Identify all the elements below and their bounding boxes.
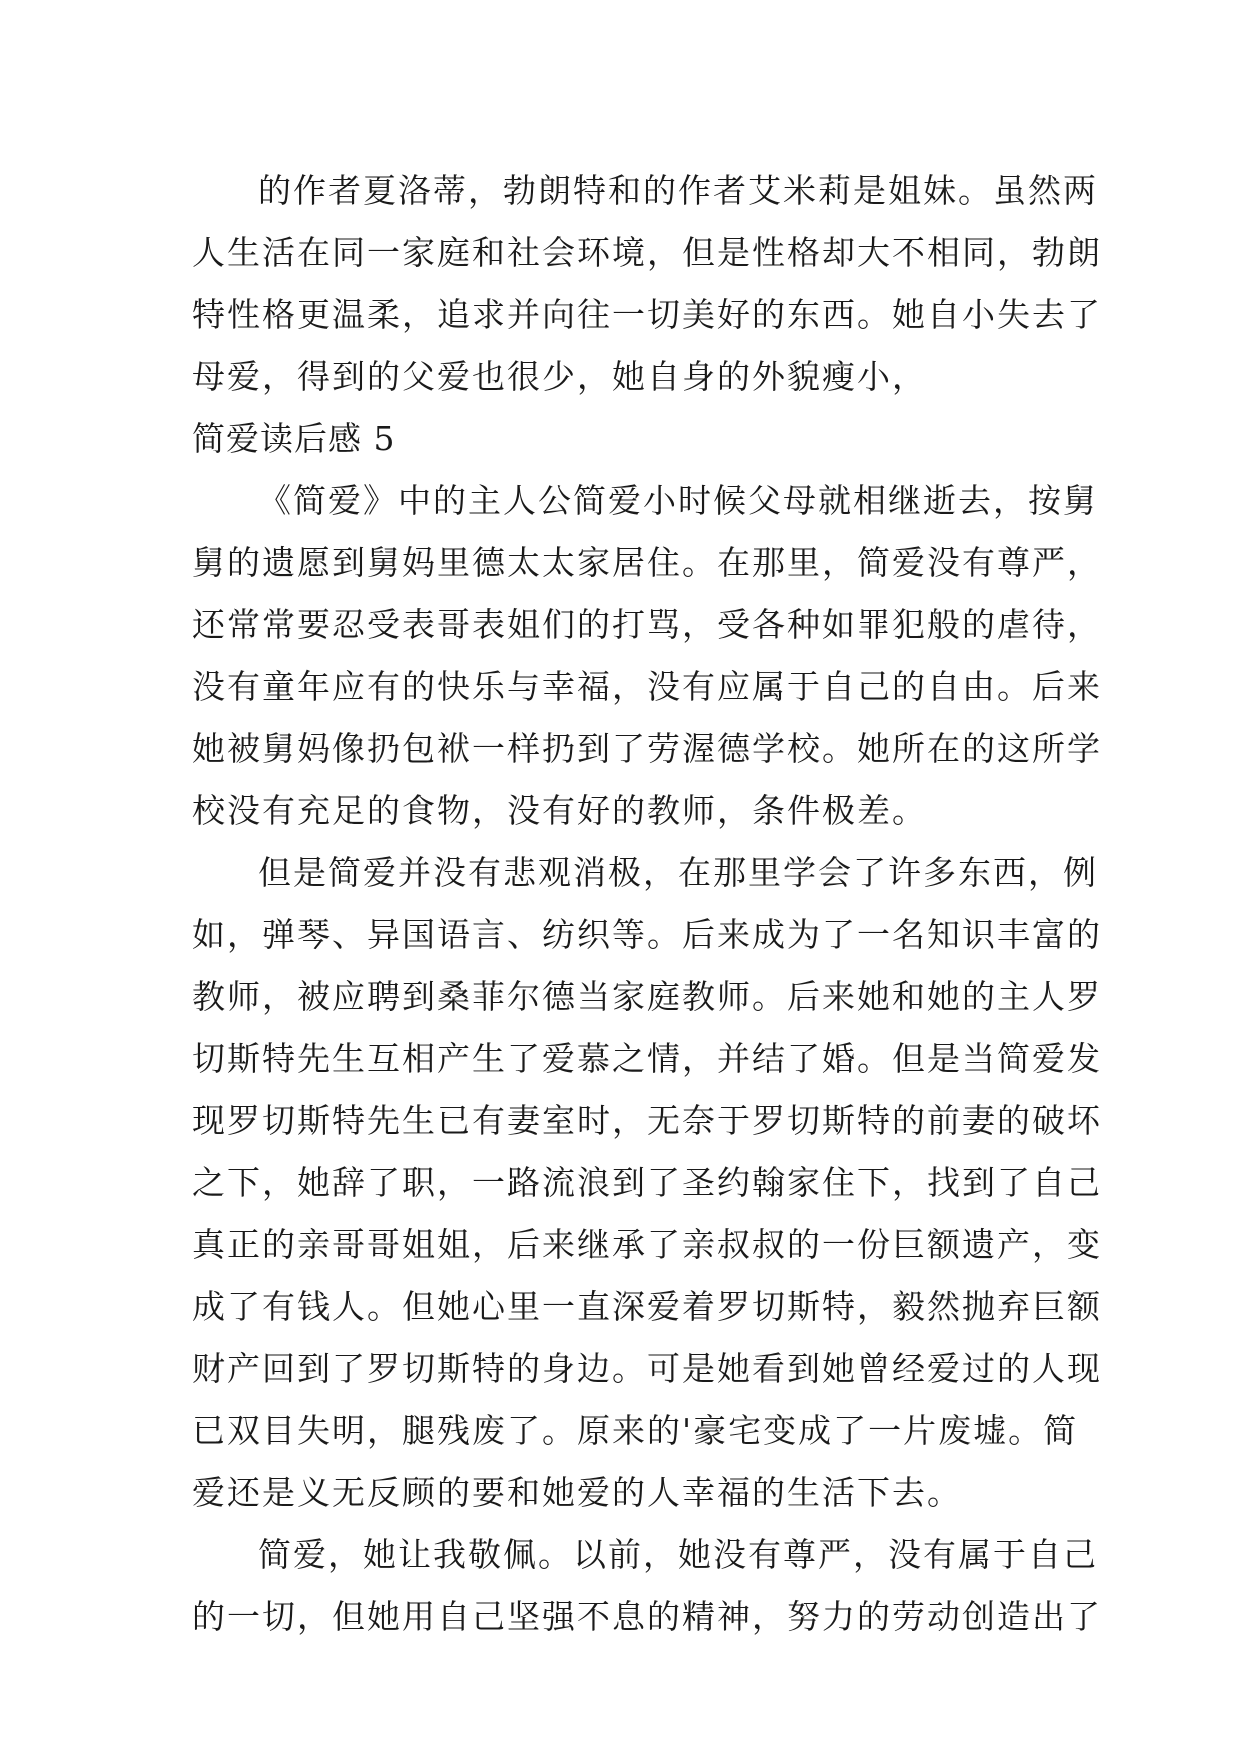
text-line: 真正的亲哥哥姐姐，后来继承了亲叔叔的一份巨额遗产，变 [192, 1225, 1102, 1264]
text-line: 已双目失明，腿残废了。原来的'豪宅变成了一片废墟。简 [192, 1411, 1079, 1450]
text-line: 校没有充足的食物，没有好的教师，条件极差。 [192, 791, 927, 830]
text-line: 人生活在同一家庭和社会环境，但是性格却大不相同，勃朗 [192, 233, 1102, 272]
section-heading: 简爱读后感 5 [192, 419, 396, 458]
text-line: 切斯特先生互相产生了爱慕之情，并结了婚。但是当简爱发 [192, 1039, 1102, 1078]
text-line: 的作者夏洛蒂，勃朗特和的作者艾米莉是姐妹。虽然两 [258, 171, 1098, 210]
text-line: 的一切，但她用自己坚强不息的精神，努力的劳动创造出了 [192, 1597, 1102, 1636]
text-line: 舅的遗愿到舅妈里德太太家居住。在那里，简爱没有尊严， [192, 543, 1102, 582]
text-line: 还常常要忍受表哥表姐们的打骂，受各种如罪犯般的虐待， [192, 605, 1102, 644]
text-line: 成了有钱人。但她心里一直深爱着罗切斯特，毅然抛弃巨额 [192, 1287, 1102, 1326]
text-line: 爱还是义无反顾的要和她爱的人幸福的生活下去。 [192, 1473, 962, 1512]
text-line: 之下，她辞了职，一路流浪到了圣约翰家住下，找到了自己 [192, 1163, 1102, 1202]
intro-paragraph [192, 160, 1102, 408]
text-line: 她被舅妈像扔包袱一样扔到了劳渥德学校。她所在的这所学 [192, 729, 1102, 768]
text-line: 教师，被应聘到桑菲尔德当家庭教师。后来她和她的主人罗 [192, 977, 1102, 1016]
text-line: 特性格更温柔，追求并向往一切美好的东西。她自小失去了 [192, 295, 1102, 334]
text-line: 母爱，得到的父爱也很少，她自身的外貌瘦小， [192, 357, 927, 396]
text-line: 《简爱》中的主人公简爱小时候父母就相继逝去，按舅 [258, 481, 1098, 520]
paragraph-2 [192, 842, 1102, 1524]
text-line: 没有童年应有的快乐与幸福，没有应属于自己的自由。后来 [192, 667, 1102, 706]
text-line: 财产回到了罗切斯特的身边。可是她看到她曾经爱过的人现 [192, 1349, 1102, 1388]
text-line: 简爱，她让我敬佩。以前，她没有尊严，没有属于自己 [258, 1535, 1098, 1574]
text-line: 现罗切斯特先生已有妻室时，无奈于罗切斯特的前妻的破坏 [192, 1101, 1102, 1140]
paragraph-3 [192, 1524, 1102, 1648]
text-line: 如，弹琴、异国语言、纺织等。后来成为了一名知识丰富的 [192, 915, 1102, 954]
document-body [192, 160, 1102, 1648]
text-line: 但是简爱并没有悲观消极，在那里学会了许多东西，例 [258, 853, 1098, 892]
paragraph-1 [192, 470, 1102, 842]
